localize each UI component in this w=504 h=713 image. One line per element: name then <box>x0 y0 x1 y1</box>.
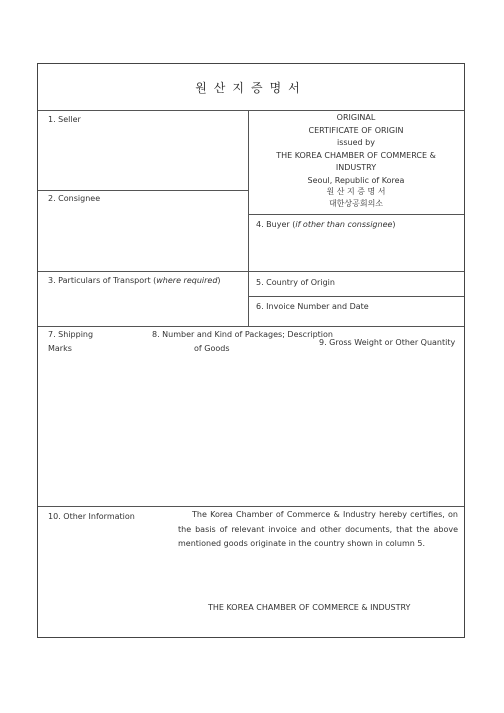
certificate-form <box>37 63 465 638</box>
header-line: 원 산 지 증 명 서 <box>326 186 386 196</box>
rule-under-goods <box>38 506 464 507</box>
shipping-marks-line1: 7. Shipping <box>48 330 94 339</box>
shipping-marks-line2: Marks <box>48 344 72 353</box>
header-line: issued by <box>337 138 375 147</box>
signatory-name: THE KOREA CHAMBER OF COMMERCE & INDUSTRY <box>208 603 411 612</box>
buyer-label-italic: if other than conssignee <box>295 220 393 229</box>
transport-label-suffix: ) <box>217 276 221 285</box>
invoice-label: 6. Invoice Number and Date <box>256 302 369 311</box>
other-information-label: 10. Other Information <box>48 512 135 521</box>
rule-under-consignee <box>38 271 464 272</box>
gross-weight-label: 9. Gross Weight or Other Quantity <box>319 338 456 347</box>
seller-label: 1. Seller <box>48 115 81 124</box>
rule-under-country <box>248 296 464 297</box>
shipping-marks-label <box>48 329 93 354</box>
packages-line1: 8. Number and Kind of Packages; Description <box>152 330 333 339</box>
certificate-header-block <box>248 112 464 211</box>
form-title: 원산지증명서 <box>195 81 307 95</box>
rule-under-header-block <box>248 214 464 215</box>
header-line: 대한상공회의소 <box>328 198 384 208</box>
header-line: INDUSTRY <box>335 163 377 172</box>
certification-statement: The Korea Chamber of Commerce & Industry hereby certifies, on the basis of relevant invoice and other documents, that the above mentioned goods originate in the country shown in column 5. <box>178 510 458 548</box>
buyer-label-suffix: ) <box>392 220 396 229</box>
header-line: CERTIFICATE OF ORIGIN <box>308 125 404 135</box>
buyer-label-prefix: 4. Buyer ( <box>256 220 296 229</box>
header-line: Seoul, Republic of Korea <box>307 175 405 185</box>
transport-label <box>48 275 221 286</box>
buyer-label <box>256 219 396 230</box>
rule-under-seller <box>38 190 248 191</box>
packages-description-label <box>152 329 333 354</box>
transport-label-italic: where required <box>156 276 218 285</box>
packages-line2: of Goods <box>194 344 230 353</box>
country-of-origin-label: 5. Country of Origin <box>256 278 335 287</box>
consignee-label: 2. Consignee <box>48 194 101 203</box>
rule-under-title <box>38 110 464 111</box>
rule-under-transport <box>38 326 464 327</box>
header-line: ORIGINAL <box>336 113 376 122</box>
transport-label-prefix: 3. Particulars of Transport ( <box>48 276 157 285</box>
header-line: THE KOREA CHAMBER OF COMMERCE & <box>276 150 436 160</box>
